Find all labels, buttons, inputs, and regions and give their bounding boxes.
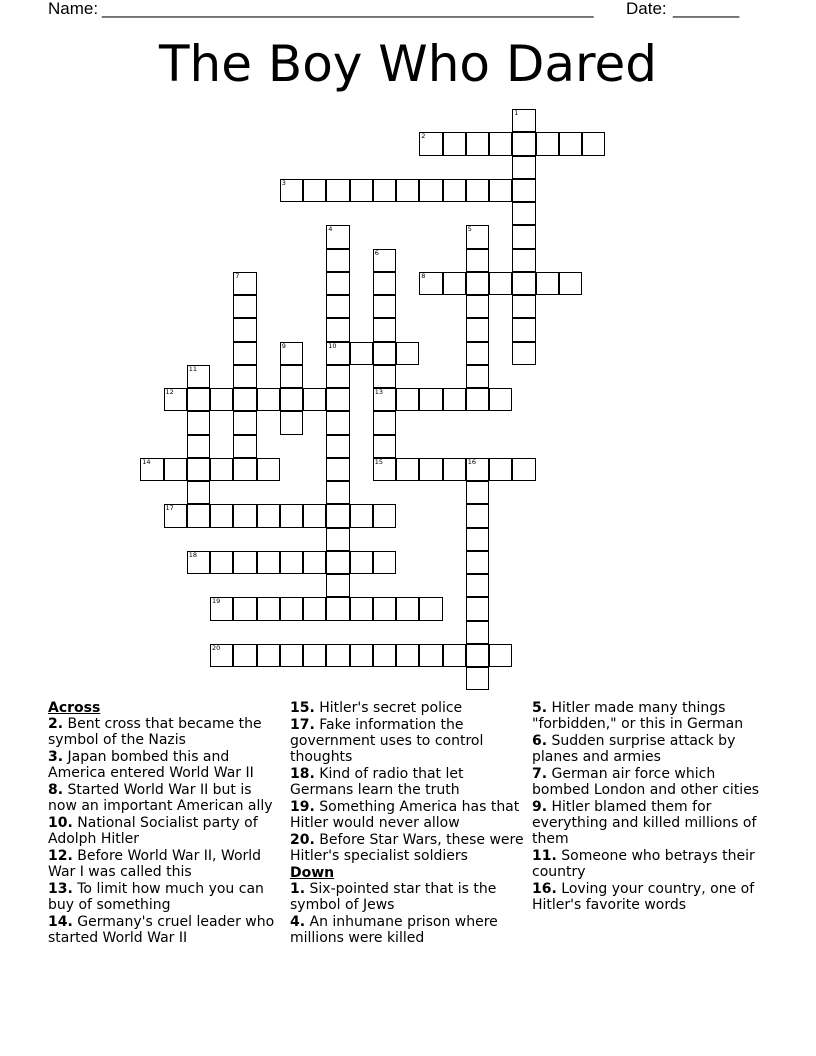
clue-item (532, 733, 772, 765)
grid-cell[interactable] (419, 388, 442, 411)
date-label: Date: (626, 0, 672, 18)
grid-cell[interactable] (326, 644, 349, 667)
grid-cell[interactable] (466, 388, 489, 411)
clue-text: Before World War II, World War I was called this (48, 848, 262, 880)
clue-number: 15 (374, 457, 384, 466)
grid-cell[interactable] (419, 272, 442, 295)
clue-text: Fake information the government uses to control thoughts (290, 717, 484, 765)
clue-text: Japan bombed this and America entered World War II (48, 749, 254, 781)
grid-cell[interactable] (326, 272, 349, 295)
clue-text: Started World War II but is now an important American ally (48, 782, 273, 814)
grid-cell[interactable] (187, 481, 210, 504)
grid-cell[interactable] (419, 179, 442, 202)
grid-cell[interactable] (350, 342, 373, 365)
clue-item (290, 881, 526, 913)
grid-cell[interactable] (233, 388, 256, 411)
grid-cell[interactable] (443, 458, 466, 481)
clue-number: 13 (374, 388, 384, 396)
clue-number-label: 11. (532, 848, 557, 864)
clue-number: 11 (188, 364, 198, 373)
grid-cell[interactable] (210, 458, 233, 481)
grid-cell[interactable] (443, 272, 466, 295)
clue-item (48, 815, 284, 847)
grid-cell[interactable] (443, 132, 466, 155)
grid-cell[interactable] (466, 295, 489, 318)
grid-cell[interactable] (466, 597, 489, 620)
grid-cell[interactable] (280, 551, 303, 574)
grid-cell[interactable] (326, 597, 349, 620)
clue-number: 19 (212, 597, 221, 606)
grid-cell[interactable] (373, 295, 396, 318)
clue-item (532, 766, 772, 798)
grid-cell[interactable] (303, 644, 326, 667)
clue-number: 20 (212, 643, 221, 652)
clue-number-label: 4. (290, 914, 306, 930)
grid-cell[interactable] (326, 528, 349, 551)
clue-number: 5 (467, 225, 472, 234)
grid-cell[interactable] (280, 365, 303, 388)
grid-cell[interactable] (489, 458, 512, 481)
grid-cell[interactable] (326, 411, 349, 434)
grid-cell[interactable] (233, 644, 256, 667)
grid-cell[interactable] (164, 504, 187, 527)
grid-cell[interactable] (187, 551, 210, 574)
name-blank[interactable]: ____________________________________________________ (102, 0, 594, 18)
grid-cell[interactable] (257, 644, 280, 667)
grid-cell[interactable] (233, 365, 256, 388)
grid-cell[interactable] (350, 597, 373, 620)
clue-item (290, 717, 526, 765)
clue-item (290, 766, 526, 798)
clue-number-label: 1. (290, 881, 306, 897)
grid-cell[interactable] (512, 179, 535, 202)
grid-cell[interactable] (326, 481, 349, 504)
grid-cell[interactable] (326, 342, 349, 365)
grid-cell[interactable] (233, 597, 256, 620)
grid-cell[interactable] (489, 132, 512, 155)
grid-cell[interactable] (373, 551, 396, 574)
grid-cell[interactable] (257, 551, 280, 574)
clue-number: 2 (421, 132, 426, 141)
grid-cell[interactable] (210, 388, 233, 411)
clue-number: 3 (281, 178, 286, 187)
clue-number: 7 (235, 271, 240, 280)
grid-cell[interactable] (350, 551, 373, 574)
clue-number-label: 2. (48, 716, 64, 732)
grid-cell[interactable] (373, 435, 396, 458)
grid-cell[interactable] (466, 365, 489, 388)
grid-cell[interactable] (466, 249, 489, 272)
clue-item (48, 914, 284, 946)
clue-text: National Socialist party of Adolph Hitler (48, 815, 258, 847)
grid-cell[interactable] (512, 132, 535, 155)
grid-cell[interactable] (396, 388, 419, 411)
grid-cell[interactable] (233, 458, 256, 481)
grid-cell[interactable] (512, 342, 535, 365)
grid-cell[interactable] (257, 504, 280, 527)
clue-number: 10 (328, 341, 337, 350)
grid-cell[interactable] (559, 132, 582, 155)
grid-cell[interactable] (466, 574, 489, 597)
clue-text: An inhumane prison where millions were killed (290, 914, 498, 946)
clue-number: 17 (165, 504, 174, 513)
grid-cell[interactable] (512, 458, 535, 481)
grid-cell[interactable] (466, 458, 489, 481)
grid-cell[interactable] (466, 179, 489, 202)
clue-item (532, 881, 772, 913)
grid-cell[interactable] (512, 295, 535, 318)
clue-text: Germany's cruel leader who started World War II (48, 914, 275, 946)
grid-cell[interactable] (466, 225, 489, 248)
down-clue-list-continued (532, 700, 772, 913)
grid-cell[interactable] (582, 132, 605, 155)
clue-number-label: 13. (48, 881, 73, 897)
clue-item (290, 700, 526, 716)
grid-cell[interactable] (373, 388, 396, 411)
grid-cell[interactable] (326, 435, 349, 458)
clue-number-label: 15. (290, 700, 315, 716)
grid-cell[interactable] (326, 458, 349, 481)
grid-cell[interactable] (187, 411, 210, 434)
clue-text: Hitler made many things "forbidden," or this in German (532, 700, 744, 732)
grid-cell[interactable] (489, 272, 512, 295)
grid-cell[interactable] (233, 551, 256, 574)
clue-number-label: 12. (48, 848, 73, 864)
grid-cell[interactable] (326, 225, 349, 248)
grid-cell[interactable] (373, 179, 396, 202)
grid-cell[interactable] (326, 318, 349, 341)
grid-cell[interactable] (187, 504, 210, 527)
grid-cell[interactable] (373, 644, 396, 667)
grid-cell[interactable] (536, 272, 559, 295)
grid-cell[interactable] (233, 435, 256, 458)
grid-cell[interactable] (257, 388, 280, 411)
grid-cell[interactable] (466, 132, 489, 155)
grid-cell[interactable] (373, 411, 396, 434)
clue-item (48, 782, 284, 814)
across-clue-list-continued (290, 700, 526, 864)
grid-cell[interactable] (466, 504, 489, 527)
name-label: Name: (48, 0, 103, 18)
grid-cell[interactable] (396, 342, 419, 365)
clue-number-label: 7. (532, 766, 548, 782)
clue-item (48, 881, 284, 913)
clue-number: 18 (188, 550, 198, 559)
grid-cell[interactable] (466, 272, 489, 295)
grid-cell[interactable] (187, 388, 210, 411)
grid-cell[interactable] (187, 435, 210, 458)
clue-number: 16 (467, 457, 477, 466)
grid-cell[interactable] (419, 132, 442, 155)
grid-cell[interactable] (373, 365, 396, 388)
grid-cell[interactable] (396, 644, 419, 667)
clue-number-label: 17. (290, 717, 315, 733)
grid-cell[interactable] (164, 388, 187, 411)
grid-cell[interactable] (303, 179, 326, 202)
down-clue-list (290, 881, 526, 946)
clue-number-label: 14. (48, 914, 73, 930)
grid-cell[interactable] (373, 318, 396, 341)
clue-number: 12 (165, 388, 174, 396)
grid-cell[interactable] (233, 411, 256, 434)
grid-cell[interactable] (512, 225, 535, 248)
grid-cell[interactable] (280, 597, 303, 620)
grid-cell[interactable] (466, 318, 489, 341)
grid-cell[interactable] (326, 295, 349, 318)
clue-number-label: 3. (48, 749, 64, 765)
grid-cell[interactable] (396, 597, 419, 620)
clue-number: 6 (374, 248, 379, 257)
clue-text: Bent cross that became the symbol of the Nazis (48, 716, 262, 748)
clue-number-label: 16. (532, 881, 557, 897)
clues-column-3 (532, 700, 772, 914)
grid-cell[interactable] (489, 644, 512, 667)
puzzle-title: The Boy Who Dared (159, 35, 657, 93)
grid-cell[interactable] (512, 156, 535, 179)
clue-item (48, 848, 284, 880)
grid-cell[interactable] (443, 388, 466, 411)
clue-number-label: 20. (290, 832, 315, 848)
clue-number-label: 6. (532, 733, 548, 749)
grid-cell[interactable] (489, 388, 512, 411)
clue-text: Sudden surprise attack by planes and armies (532, 733, 736, 765)
grid-cell[interactable] (559, 272, 582, 295)
grid-cell[interactable] (280, 504, 303, 527)
clues-column-1 (48, 700, 284, 947)
date-blank[interactable]: _______ (673, 0, 740, 18)
grid-cell[interactable] (280, 388, 303, 411)
grid-cell[interactable] (303, 597, 326, 620)
grid-cell[interactable] (257, 597, 280, 620)
clue-number: 1 (514, 109, 519, 117)
grid-cell[interactable] (512, 272, 535, 295)
grid-cell[interactable] (373, 597, 396, 620)
clue-item (290, 832, 526, 864)
grid-cell[interactable] (326, 504, 349, 527)
clue-number: 4 (328, 225, 333, 234)
clue-number-label: 9. (532, 799, 548, 815)
grid-cell[interactable] (466, 667, 489, 690)
down-heading: Down (290, 865, 335, 881)
grid-cell[interactable] (466, 342, 489, 365)
grid-cell[interactable] (280, 644, 303, 667)
grid-cell[interactable] (326, 365, 349, 388)
grid-cell[interactable] (326, 551, 349, 574)
clue-number-label: 10. (48, 815, 73, 831)
grid-cell[interactable] (373, 249, 396, 272)
grid-cell[interactable] (466, 481, 489, 504)
grid-cell[interactable] (233, 272, 256, 295)
across-heading: Across (48, 700, 101, 716)
grid-cell[interactable] (512, 318, 535, 341)
clue-text: Kind of radio that let Germans learn the truth (290, 766, 464, 798)
grid-cell[interactable] (257, 458, 280, 481)
clue-number: 8 (421, 271, 426, 280)
grid-cell[interactable] (326, 574, 349, 597)
grid-cell[interactable] (210, 597, 233, 620)
grid-cell[interactable] (350, 644, 373, 667)
grid-cell[interactable] (187, 365, 210, 388)
grid-cell[interactable] (419, 597, 442, 620)
clue-item (48, 716, 284, 748)
clue-item (532, 848, 772, 880)
grid-cell[interactable] (140, 458, 163, 481)
grid-cell[interactable] (396, 458, 419, 481)
clue-text: Hitler blamed them for everything and killed millions of them (532, 799, 757, 847)
grid-cell[interactable] (419, 644, 442, 667)
grid-cell[interactable] (303, 388, 326, 411)
clue-number: 9 (281, 341, 286, 350)
grid-cell[interactable] (233, 295, 256, 318)
grid-cell[interactable] (466, 621, 489, 644)
grid-cell[interactable] (512, 202, 535, 225)
grid-cell[interactable] (373, 272, 396, 295)
clue-number-label: 19. (290, 799, 315, 815)
grid-cell[interactable] (233, 504, 256, 527)
clue-number: 14 (142, 457, 151, 466)
clue-text: Something America has that Hitler would never allow (290, 799, 520, 831)
clue-number-label: 8. (48, 782, 64, 798)
grid-cell[interactable] (210, 551, 233, 574)
grid-cell[interactable] (373, 342, 396, 365)
grid-cell[interactable] (536, 132, 559, 155)
grid-cell[interactable] (210, 644, 233, 667)
grid-cell[interactable] (419, 458, 442, 481)
clue-text: German air force which bombed London and other cities (532, 766, 760, 798)
grid-cell[interactable] (350, 179, 373, 202)
grid-cell[interactable] (210, 504, 233, 527)
grid-cell[interactable] (187, 458, 210, 481)
grid-cell[interactable] (512, 249, 535, 272)
grid-cell[interactable] (466, 551, 489, 574)
grid-cell[interactable] (303, 551, 326, 574)
grid-cell[interactable] (280, 179, 303, 202)
clue-item (532, 700, 772, 732)
grid-cell[interactable] (326, 179, 349, 202)
across-clue-list (48, 716, 284, 946)
clue-text: Loving your country, one of Hitler's favorite words (532, 881, 755, 913)
clues-column-2 (290, 700, 526, 947)
grid-cell[interactable] (326, 388, 349, 411)
grid-cell[interactable] (373, 504, 396, 527)
grid-cell[interactable] (280, 411, 303, 434)
grid-cell[interactable] (512, 109, 535, 132)
grid-cell[interactable] (280, 342, 303, 365)
grid-cell[interactable] (466, 528, 489, 551)
clue-text: Before Star Wars, these were Hitler's specialist soldiers (290, 832, 524, 864)
grid-cell[interactable] (233, 342, 256, 365)
grid-cell[interactable] (443, 644, 466, 667)
clue-item (290, 914, 526, 946)
clue-number-label: 18. (290, 766, 315, 782)
clue-text: Hitler's secret police (314, 700, 463, 716)
clue-text: Six-pointed star that is the symbol of Jews (290, 881, 497, 913)
grid-cell[interactable] (350, 504, 373, 527)
grid-cell[interactable] (466, 644, 489, 667)
grid-cell[interactable] (396, 179, 419, 202)
clue-text: Someone who betrays their country (532, 848, 755, 880)
grid-cell[interactable] (164, 458, 187, 481)
clue-item (290, 799, 526, 831)
grid-cell[interactable] (233, 318, 256, 341)
grid-cell[interactable] (326, 249, 349, 272)
clue-item (48, 749, 284, 781)
clue-item (532, 799, 772, 847)
clue-number-label: 5. (532, 700, 548, 716)
grid-cell[interactable] (489, 179, 512, 202)
grid-cell[interactable] (443, 179, 466, 202)
clue-text: To limit how much you can buy of something (48, 881, 264, 913)
grid-cell[interactable] (373, 458, 396, 481)
grid-cell[interactable] (303, 504, 326, 527)
